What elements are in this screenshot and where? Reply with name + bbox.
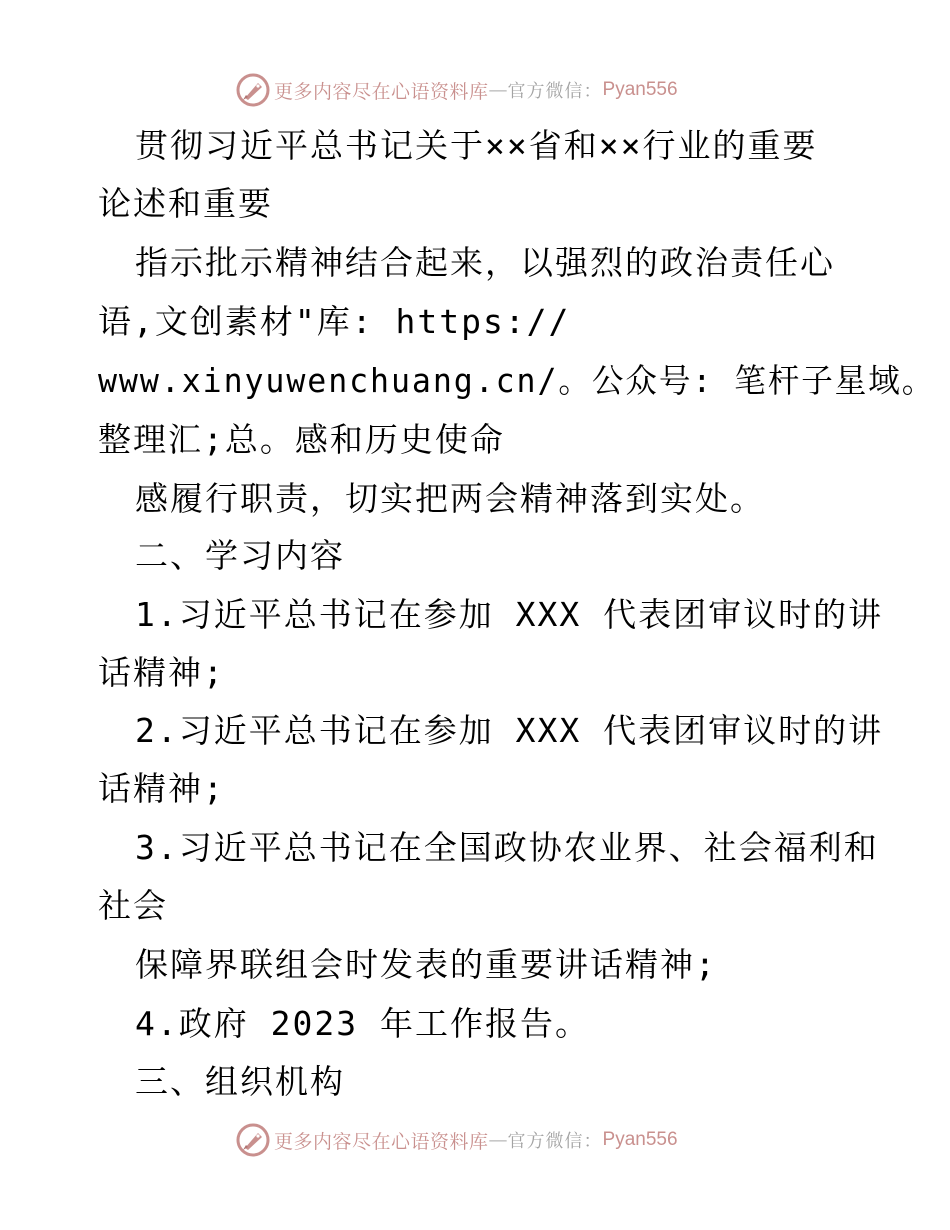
list-item: 4.政府 2023 年工作报告。 <box>135 1004 590 1043</box>
footer-watermark-banner <box>236 1122 678 1158</box>
paragraph-line: 语,文创素材"库: https:// <box>98 302 571 341</box>
paragraph-line: 论述和重要 <box>98 184 273 223</box>
paragraph-line: www.xinyuwenchuang.cn/。公众号: 笔杆子星域。 <box>98 361 936 400</box>
watermark-text: 更多内容尽在心语资料库 <box>274 1130 489 1153</box>
watermark-separator: — <box>488 1129 508 1151</box>
list-item-continuation: 话精神; <box>98 769 225 808</box>
wechat-id: Pyan556 <box>602 1129 678 1150</box>
paragraph-line: 整理汇;总。感和历史使命 <box>98 420 505 459</box>
paragraph-line: 感履行职责，切实把两会精神落到实处。 <box>135 479 765 518</box>
watermark-separator: — <box>488 79 508 101</box>
list-item: 2.习近平总书记在参加 XXX 代表团审议时的讲 <box>135 711 884 750</box>
wechat-label: 官方微信： <box>507 1131 603 1152</box>
section-heading: 三、组织机构 <box>135 1062 345 1101</box>
section-heading: 二、学习内容 <box>135 536 345 575</box>
list-item-continuation: 保障界联组会时发表的重要讲话精神; <box>135 945 717 984</box>
list-item-continuation: 社会 <box>98 886 168 925</box>
header-watermark-banner <box>236 72 678 108</box>
pen-nib-logo-icon <box>236 73 270 107</box>
list-item-continuation: 话精神; <box>98 653 225 692</box>
wechat-label: 官方微信： <box>507 81 603 102</box>
list-item: 3.习近平总书记在全国政协农业界、社会福利和 <box>135 828 879 867</box>
wechat-id: Pyan556 <box>602 79 678 100</box>
pen-nib-logo-icon <box>236 1123 270 1157</box>
list-item: 1.习近平总书记在参加 XXX 代表团审议时的讲 <box>135 595 884 634</box>
paragraph-line: 贯彻习近平总书记关于××省和××行业的重要 <box>135 126 818 165</box>
watermark-text: 更多内容尽在心语资料库 <box>274 80 489 103</box>
paragraph-line: 指示批示精神结合起来，以强烈的政治责任心 <box>135 243 835 282</box>
